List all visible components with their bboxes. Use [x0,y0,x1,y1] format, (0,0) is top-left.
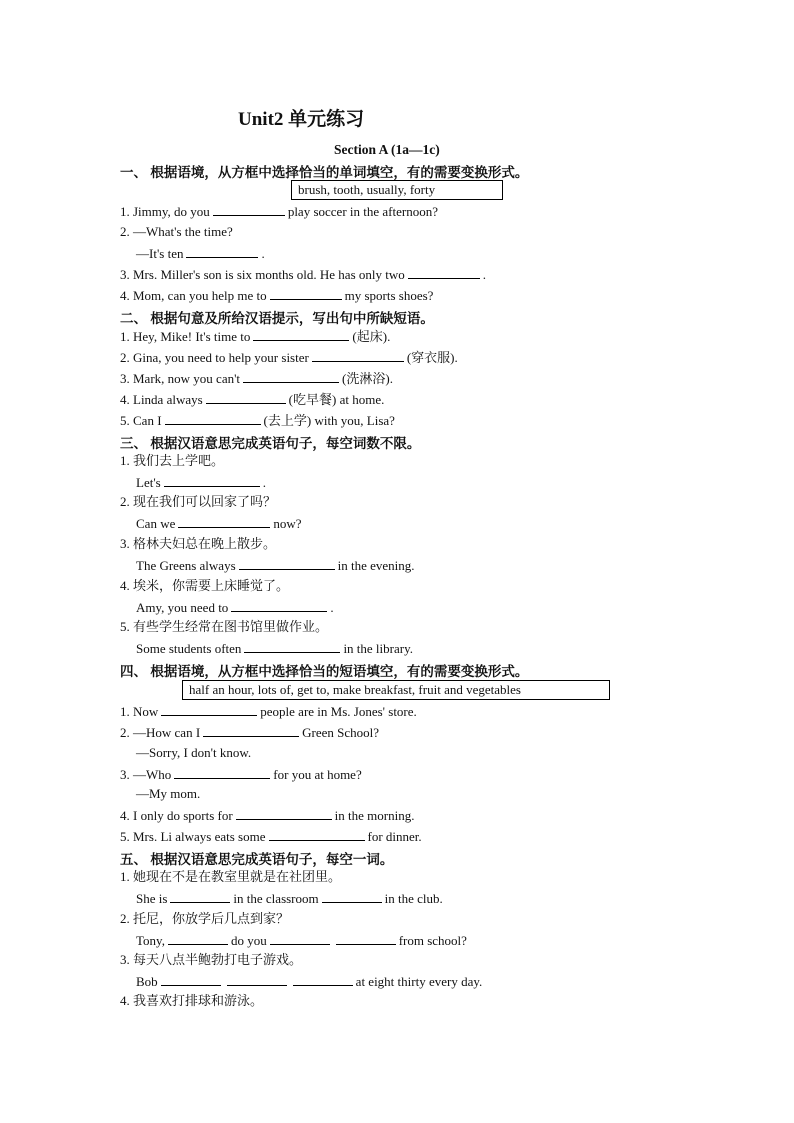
s3-q4-chinese: 4. 埃米，你需要上床睡觉了。 [120,578,290,593]
phrase-box: half an hour, lots of, get to, make breakfast, fruit and vegetables [182,680,610,700]
s4-q3-reply: —My mom. [136,786,201,801]
s3-q2: Can we now? [136,516,302,531]
answer-blank[interactable] [244,640,340,653]
s4-q1: 1. Now people are in Ms. Jones' store. [120,704,417,719]
answer-blank[interactable] [253,328,349,341]
word-box-1: brush, tooth, usually, forty [291,180,503,200]
answer-blank[interactable] [312,349,404,362]
answer-blank[interactable] [293,973,353,986]
s2-q2: 2. Gina, you need to help your sister (穿衣服). [120,350,458,365]
s1-q2-answer: —It's ten . [136,246,265,261]
answer-blank[interactable] [239,557,335,570]
s4-q4: 4. I only do sports for in the morning. [120,808,415,823]
s3-q5: Some students often in the library. [136,641,413,656]
section3-heading: 三、 根据汉语意思完成英语句子，每空词数不限。 [120,436,421,451]
s2-q3: 3. Mark, now you can't (洗淋浴). [120,371,393,386]
s3-q2-chinese: 2. 现在我们可以回家了吗？ [120,494,277,509]
s5-q1-chinese: 1. 她现在不是在教室里就是在社团里。 [120,869,342,884]
answer-blank[interactable] [170,890,230,903]
answer-blank[interactable] [178,515,270,528]
answer-blank[interactable] [168,932,228,945]
s2-q5: 5. Can I (去上学) with you, Lisa? [120,413,395,428]
s3-q5-chinese: 5. 有些学生经常在图书馆里做作业。 [120,619,329,634]
s4-q2: 2. —How can I Green School? [120,725,380,740]
s1-q3: 3. Mrs. Miller's son is six months old. He has only two . [120,267,486,282]
s3-q3-chinese: 3. 格林夫妇总在晚上散步。 [120,536,277,551]
s5-q2: Tony, do you from school? [136,933,467,948]
s2-q1: 1. Hey, Mike! It's time to (起床). [120,329,391,344]
answer-blank[interactable] [227,973,287,986]
answer-blank[interactable] [336,932,396,945]
section1-heading: 一、 根据语境，从方框中选择恰当的单词填空，有的需要变换形式。 [120,165,529,180]
s5-q3: Bob at eight thirty every day. [136,974,483,989]
s5-q2-chinese: 2. 托尼，你放学后几点到家？ [120,911,290,926]
answer-blank[interactable] [186,245,258,258]
section2-heading: 二、 根据句意及所给汉语提示，写出句中所缺短语。 [120,311,434,326]
answer-blank[interactable] [164,474,260,487]
answer-blank[interactable] [236,807,332,820]
section4-heading: 四、 根据语境，从方框中选择恰当的短语填空，有的需要变换形式。 [120,664,529,679]
section5-heading: 五、 根据汉语意思完成英语句子，每空一词。 [120,852,394,867]
section-subtitle: Section A (1a—1c) [334,142,440,157]
answer-blank[interactable] [161,973,221,986]
answer-blank[interactable] [161,703,257,716]
answer-blank[interactable] [213,203,285,216]
answer-blank[interactable] [322,890,382,903]
s5-q1: She is in the classroom in the club. [136,891,443,906]
s3-q1-chinese: 1. 我们去上学吧。 [120,453,225,468]
answer-blank[interactable] [206,391,286,404]
answer-blank[interactable] [231,599,327,612]
s5-q4-chinese: 4. 我喜欢打排球和游泳。 [120,993,264,1008]
answer-blank[interactable] [203,724,299,737]
s4-q5: 5. Mrs. Li always eats some for dinner. [120,829,422,844]
s1-q2: 2. —What's the time? [120,224,233,239]
s3-q3: The Greens always in the evening. [136,558,415,573]
s2-q4: 4. Linda always (吃早餐) at home. [120,392,385,407]
s3-q1: Let's . [136,475,266,490]
s5-q3-chinese: 3. 每天八点半鲍勃打电子游戏。 [120,952,303,967]
answer-blank[interactable] [243,370,339,383]
page-title: Unit2 单元练习 [238,109,365,130]
answer-blank[interactable] [269,828,365,841]
answer-blank[interactable] [270,287,342,300]
answer-blank[interactable] [270,932,330,945]
s4-q2-reply: —Sorry, I don't know. [136,745,252,760]
answer-blank[interactable] [408,266,480,279]
s1-q1: 1. Jimmy, do you play soccer in the afternoon? [120,204,438,219]
answer-blank[interactable] [174,766,270,779]
s3-q4: Amy, you need to . [136,600,334,615]
s1-q4: 4. Mom, can you help me to my sports shoes? [120,288,434,303]
answer-blank[interactable] [165,412,261,425]
s4-q3: 3. —Who for you at home? [120,767,362,782]
